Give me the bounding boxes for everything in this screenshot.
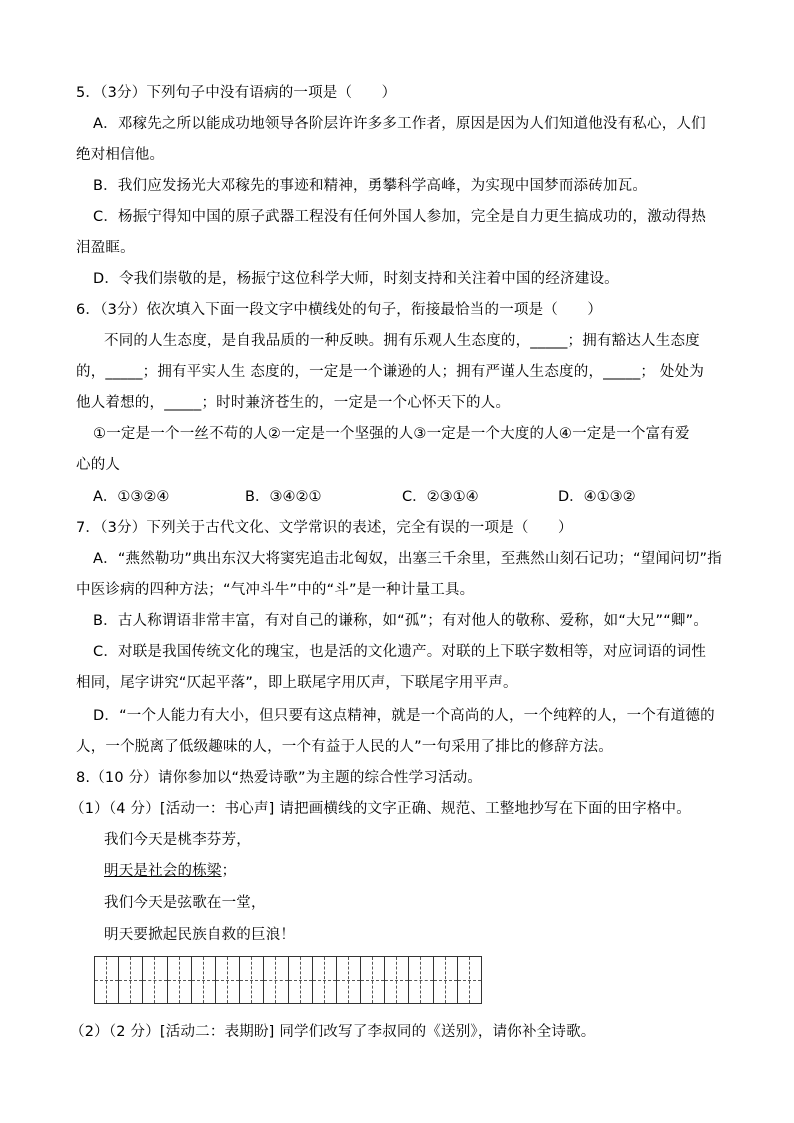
poem-line2-underlined: 明天是社会的栋梁 — [104, 863, 222, 879]
tianzige-cell[interactable] — [168, 956, 192, 1004]
q7-stem: 7．（3分）下列关于古代文化、文学常识的表述，完全有误的一项是（ ） — [76, 520, 573, 536]
q7-option-b: B．古人称谓语非常丰富，有对自己的谦称，如“孤”；有对他人的敬称、爱称，如“大兄”“卿”。 — [93, 613, 709, 629]
q6-stem: 6．（3分）依次填入下面一段文字中横线处的句子，衔接最恰当的一项是（ ） — [76, 302, 603, 318]
poem-line2-end: ； — [221, 863, 237, 879]
tianzige-cell[interactable] — [192, 956, 216, 1004]
tianzige-cell[interactable] — [434, 956, 458, 1004]
q7-option-a-line1: A．“燕然勒功”典出东汉大将窦宪追击北匈奴，出塞三千余里，至燕然山刻石记功；“望闻问切”指 — [93, 551, 722, 567]
q7-option-c-line2: 相同，尾字讲究“仄起平落”，即上联尾字用仄声，下联尾字用平声。 — [76, 675, 518, 691]
q7-option-d-line2: 人，一个脱离了低级趣味的人，一个有益于人民的人”一句采用了排比的修辞方法。 — [76, 739, 613, 755]
q5-option-c-line2: 泪盈眶。 — [76, 240, 135, 256]
q6-option-a: A．①③②④ — [93, 489, 170, 505]
tianzige-cell[interactable] — [337, 956, 361, 1004]
q8-sub1: （1）（4 分）[活动一：书心声] 请把画横线的文字正确、规范、工整地抄写在下面的田字格中。 — [70, 801, 691, 817]
poem-line3: 我们今天是弦歌在一堂， — [104, 895, 266, 911]
tianzige-cell[interactable] — [216, 956, 240, 1004]
q6-sentences-line2: 心的人 — [76, 457, 121, 473]
tianzige-grid[interactable] — [94, 956, 482, 1004]
q8-sub2: （2）（2 分）[活动二：表期盼] 同学们改写了李叔同的《送别》，请你补全诗歌。 — [70, 1024, 596, 1040]
q6-passage-line3: 他人着想的，_____；时时兼济苍生的，一定是一个心怀天下的人。 — [76, 395, 511, 411]
q6-passage-line2: 的，_____；拥有平实人生 态度的，一定是一个谦逊的人；拥有严谨人生态度的，_____； 处处为 — [76, 364, 705, 380]
poem-line2 — [104, 861, 236, 881]
tianzige-cell[interactable] — [240, 956, 264, 1004]
q5-option-b: B．我们应发扬光大邓稼先的事迹和精神，勇攀科学高峰，为实现中国梦而添砖加瓦。 — [93, 178, 648, 194]
q6-passage-line1: 不同的人生态度，是自我品质的一种反映。拥有乐观人生态度的，_____；拥有豁达人生态度 — [104, 333, 700, 349]
tianzige-cell[interactable] — [313, 956, 337, 1004]
tianzige-cell[interactable] — [289, 956, 313, 1004]
tianzige-cell[interactable] — [385, 956, 409, 1004]
poem-line4: 明天要掀起民族自救的巨浪！ — [104, 927, 296, 943]
tianzige-cell[interactable] — [119, 956, 143, 1004]
q5-option-a-line2: 绝对相信他。 — [76, 147, 165, 163]
q8-stem: 8.（10 分）请你参加以“热爱诗歌”为主题的综合性学习活动。 — [76, 770, 483, 786]
q5-option-a-line1: A．邓稼先之所以能成功地领导各阶层许许多多工作者，原因是因为人们知道他没有私心，人们 — [93, 116, 706, 132]
q5-stem: 5．（3分）下列句子中没有语病的一项是（ ） — [76, 85, 397, 101]
q5-option-d: D．令我们崇敬的是，杨振宁这位科学大师，时刻支持和关注着中国的经济建设。 — [93, 271, 619, 287]
q6-option-b: B．③④②① — [245, 489, 322, 505]
poem-line1: 我们今天是桃李芬芳， — [104, 832, 251, 848]
q6-sentences-line1: ①一定是一个一丝不苟的人②一定是一个坚强的人③一定是一个大度的人④一定是一个富有爱 — [93, 426, 690, 442]
q7-option-c-line1: C．对联是我国传统文化的瑰宝，也是活的文化遗产。对联的上下联字数相等，对应词语的词性 — [93, 644, 707, 660]
q5-option-c-line1: C．杨振宁得知中国的原子武器工程没有任何外国人参加，完全是自力更生搞成功的，激动得热 — [93, 209, 707, 225]
tianzige-cell[interactable] — [409, 956, 433, 1004]
tianzige-cell[interactable] — [143, 956, 167, 1004]
q6-option-c: C．②③①④ — [402, 489, 479, 505]
tianzige-cell[interactable] — [94, 956, 119, 1004]
tianzige-cell[interactable] — [361, 956, 385, 1004]
tianzige-cell[interactable] — [458, 956, 482, 1004]
q6-option-d: D．④①③② — [558, 489, 636, 505]
q7-option-a-line2: 中医诊病的四种方法；“气冲斗牛”中的“斗”是一种计量工具。 — [76, 582, 475, 598]
q7-option-d-line1: D．“一个人能力有大小，但只要有这点精神，就是一个高尚的人，一个纯粹的人，一个有道德的 — [93, 708, 715, 724]
tianzige-cell[interactable] — [264, 956, 288, 1004]
